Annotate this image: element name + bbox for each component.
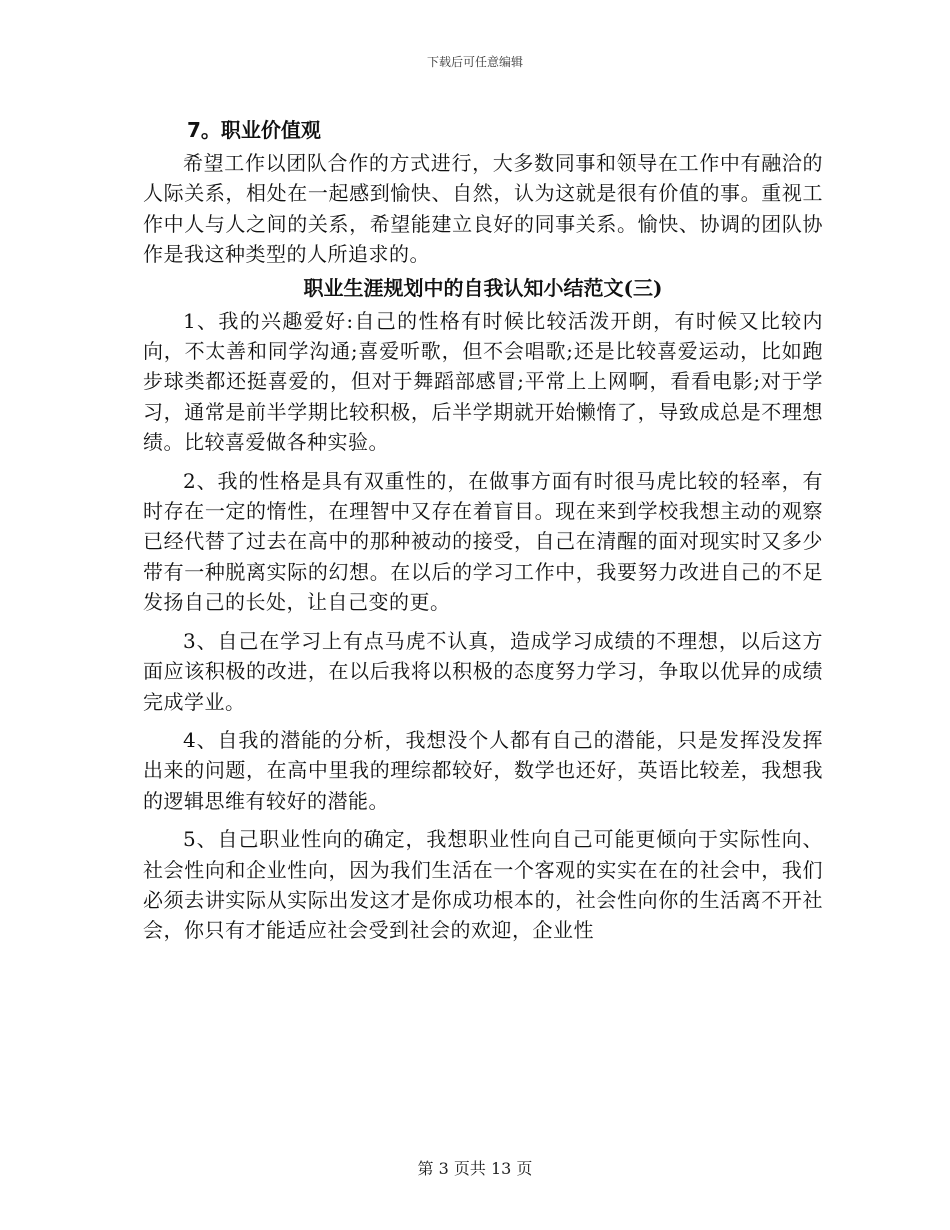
document-body xyxy=(143,112,823,946)
article-paragraph-2: 2、我的性格是具有双重性的，在做事方面有时很马虎比较的轻率，有时存在一定的惰性，在理智中又存在着盲目。现在来到学校我想主动的观察已经代替了过去在高中的那种被动的接受，自己在清醒的面对现实时又多少带有一种脱离实际的幻想。在以后的学习工作中，我要努力改进自己的不足发扬自己的长处，让自己变的更。 xyxy=(143,468,823,615)
page-header: 下载后可任意编辑 xyxy=(426,55,523,69)
article-paragraph-4: 4、自我的潜能的分析，我想没个人都有自己的潜能，只是发挥没发挥出来的问题，在高中里我的理综都较好，数学也还好，英语比较差，我想我的逻辑思维有较好的潜能。 xyxy=(143,727,823,813)
article-paragraph-1: 1、我的兴趣爱好:自己的性格有时候比较活泼开朗，有时候又比较内向，不太善和同学沟通;喜爱听歌，但不会唱歌;还是比较喜爱运动，比如跑步球类都还挺喜爱的，但对于舞蹈部感冒;平常上上网啊，看看电影;对于学习，通常是前半学期比较积极，后半学期就开始懒惰了，导致成总是不理想绩。比较喜爱做各种实验。 xyxy=(143,308,823,455)
article-title: 职业生涯规划中的自我认知小结范文(三) xyxy=(303,275,663,300)
page-number: 第 3 页共 13 页 xyxy=(417,1159,533,1178)
article-paragraph-3: 3、自己在学习上有点马虎不认真，造成学习成绩的不理想，以后这方面应该积极的改进，在以后我将以积极的态度努力学习，争取以优异的成绩完成学业。 xyxy=(143,628,823,714)
article-paragraph-5: 5、自己职业性向的确定，我想职业性向自己可能更倾向于实际性向、社会性向和企业性向，因为我们生活在一个客观的实实在在的社会中，我们必须去讲实际从实际出发这才是你成功根本的，社会性向你的生活离不开社会，你只有才能适应社会受到社会的欢迎，企业性 xyxy=(143,827,823,943)
section-paragraph: 希望工作以团队合作的方式进行，大多数同事和领导在工作中有融洽的人际关系，相处在一起感到愉快、自然，认为这就是很有价值的事。重视工作中人与人之间的关系，希望能建立良好的同事关系。愉快、协调的团队协作是我这种类型的人所追求的。 xyxy=(143,151,823,267)
section-heading: 7。职业价值观 xyxy=(187,118,321,142)
